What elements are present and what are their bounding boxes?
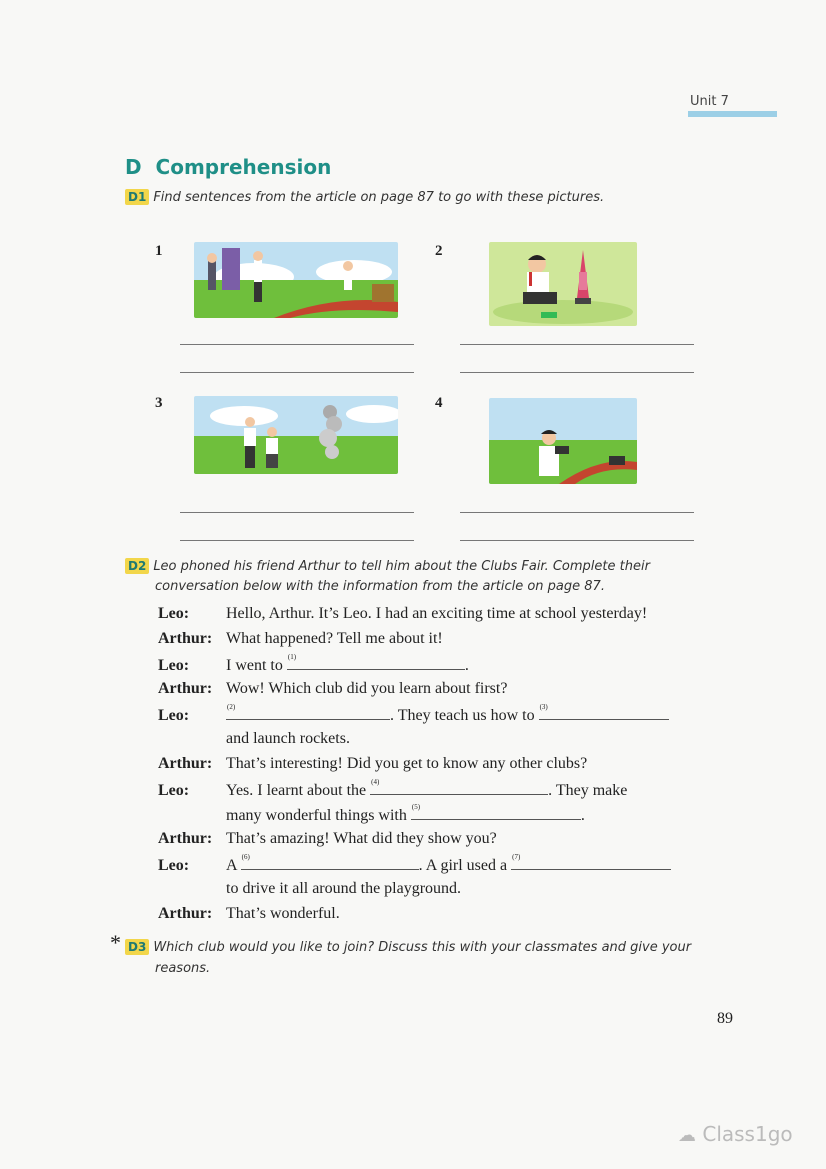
blank-number: (3) <box>539 703 548 711</box>
speaker: Arthur: <box>158 905 213 922</box>
d3-instruction <box>125 939 691 955</box>
blank-3[interactable] <box>539 705 669 720</box>
d3-instruction-line2: reasons. <box>155 961 211 976</box>
dialogue-line-5 <box>158 705 669 725</box>
picture-number-2: 2 <box>435 243 443 259</box>
speaker: Leo: <box>158 782 190 799</box>
blank-number: (6) <box>241 853 250 861</box>
blank-number: (1) <box>287 653 297 661</box>
line-text: That’s wonderful. <box>226 905 340 922</box>
speaker: Leo: <box>158 657 190 674</box>
dialogue-line-2 <box>158 630 443 648</box>
speaker: Leo: <box>158 707 190 724</box>
answer-line-2b[interactable] <box>460 372 694 373</box>
line-text: What happened? Tell me about it! <box>226 630 443 647</box>
picture-4 <box>489 398 637 484</box>
chat-icon: ☁ <box>678 1125 696 1146</box>
line-text: many wonderful things with <box>226 807 407 824</box>
answer-line-1a[interactable] <box>180 344 414 345</box>
d1-tag: D1 <box>125 189 149 205</box>
d2-instruction <box>125 558 650 574</box>
dialogue-line-7 <box>158 755 587 773</box>
line-text: . A girl used a <box>418 857 508 874</box>
line-text: . They teach us how to <box>390 707 535 724</box>
line-text: . They make <box>548 782 628 799</box>
line-text: . <box>464 657 469 674</box>
answer-line-2a[interactable] <box>460 344 694 345</box>
speaker: Arthur: <box>158 680 213 697</box>
dialogue-line-3 <box>158 655 469 675</box>
line-text: Yes. I learnt about the <box>226 782 367 799</box>
d3-tag: D3 <box>125 939 149 955</box>
speaker: Arthur: <box>158 630 213 647</box>
picture-3 <box>194 396 398 474</box>
blank-5[interactable] <box>411 805 581 820</box>
picture-number-1: 1 <box>155 243 163 259</box>
dialogue-line-13 <box>158 905 340 923</box>
answer-line-1b[interactable] <box>180 372 414 373</box>
d1-instruction-text: Find sentences from the article on page 87 to go with these pictures. <box>153 190 605 205</box>
picture-number-3: 3 <box>155 395 163 411</box>
blank-2[interactable] <box>226 705 390 720</box>
dialogue-line-4 <box>158 680 507 698</box>
blank-4[interactable] <box>370 780 548 795</box>
unit-bar <box>688 111 777 117</box>
section-title-text: Comprehension <box>155 155 332 179</box>
picture-number-4: 4 <box>435 395 443 411</box>
speaker: Leo: <box>158 605 190 622</box>
d1-instruction <box>125 189 604 205</box>
section-title <box>125 155 331 179</box>
picture-1 <box>194 242 398 318</box>
line-text: to drive it all around the playground. <box>226 880 462 897</box>
watermark <box>678 1122 793 1146</box>
line-text: . <box>580 807 585 824</box>
d2-instruction-line2: conversation below with the information from the article on page 87. <box>155 579 605 594</box>
watermark-text: Class1go <box>702 1122 793 1146</box>
page-number: 89 <box>717 1010 733 1027</box>
d2-instruction-line1: Leo phoned his friend Arthur to tell him about the Clubs Fair. Complete their <box>153 559 650 574</box>
dialogue-line-1 <box>158 605 647 623</box>
unit-label: Unit 7 <box>690 94 729 109</box>
dialogue-line-12 <box>158 880 461 898</box>
dialogue-line-10 <box>158 830 497 848</box>
answer-line-4b[interactable] <box>460 540 694 541</box>
line-text: Wow! Which club did you learn about first? <box>226 680 508 697</box>
blank-number: (2) <box>227 703 236 711</box>
line-text: That’s amazing! What did they show you? <box>226 830 497 847</box>
dialogue-line-11 <box>158 855 671 875</box>
dialogue-line-9 <box>158 805 585 825</box>
blank-number: (7) <box>512 853 521 861</box>
blank-number: (5) <box>411 803 421 811</box>
speaker: Arthur: <box>158 830 213 847</box>
line-text: A <box>226 857 237 874</box>
blank-7[interactable] <box>511 855 671 870</box>
dialogue-line-6 <box>158 730 350 748</box>
line-text: I went to <box>226 657 283 674</box>
speaker: Leo: <box>158 857 190 874</box>
blank-6[interactable] <box>241 855 419 870</box>
blank-1[interactable] <box>287 655 465 670</box>
line-text: Hello, Arthur. It’s Leo. I had an exciting time at school yesterday! <box>226 605 648 622</box>
blank-number: (4) <box>371 778 380 786</box>
picture-2 <box>489 242 637 326</box>
line-text: and launch rockets. <box>226 730 350 747</box>
d3-instruction-line1: Which club would you like to join? Discuss this with your classmates and give your <box>153 940 692 955</box>
line-text: That’s interesting! Did you get to know any other clubs? <box>226 755 588 772</box>
d2-tag: D2 <box>125 558 149 574</box>
answer-line-3a[interactable] <box>180 512 414 513</box>
answer-line-3b[interactable] <box>180 540 414 541</box>
speaker: Arthur: <box>158 755 213 772</box>
dialogue-line-8 <box>158 780 627 800</box>
answer-line-4a[interactable] <box>460 512 694 513</box>
star-marker: * <box>110 930 121 955</box>
section-letter: D <box>125 155 142 179</box>
